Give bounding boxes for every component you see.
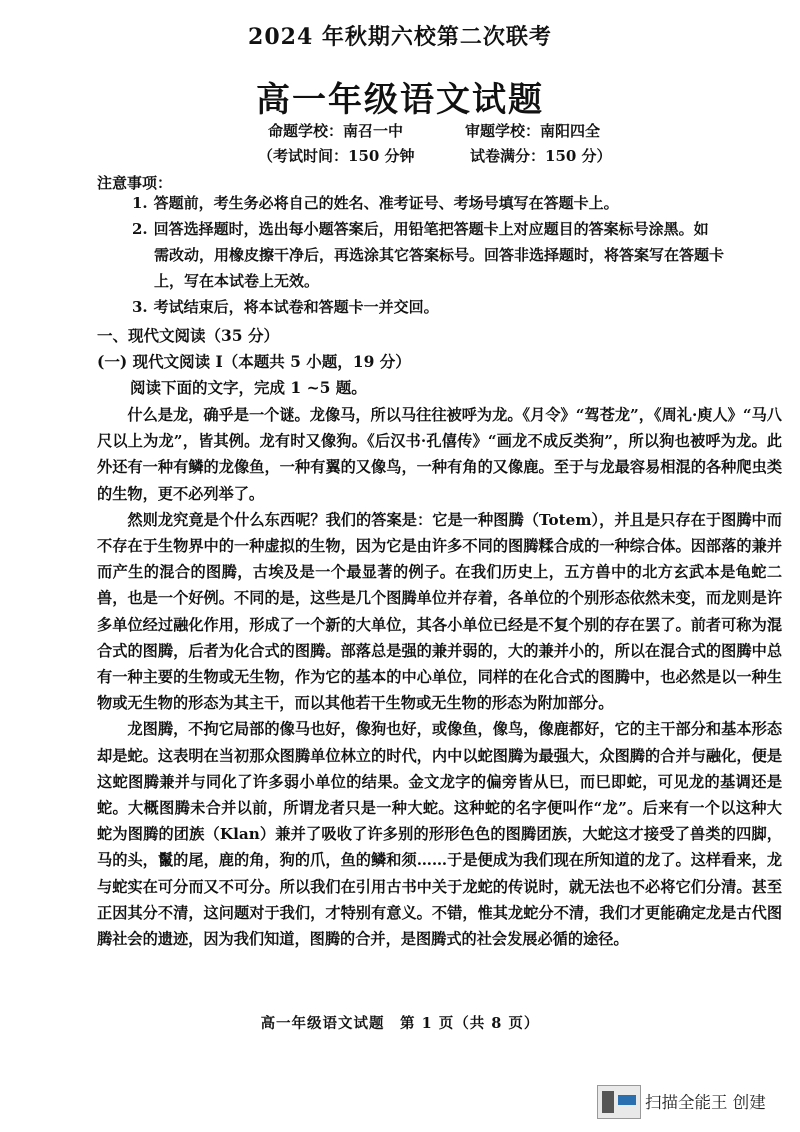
note-item — [132, 190, 782, 216]
note-item — [132, 216, 782, 294]
notes-heading: 注意事项： — [97, 174, 173, 192]
note-text-continued: 需改动，用橡皮擦干净后，再选涂其它答案标号。回答非选择题时，将答案写在答题卡 — [154, 246, 725, 264]
watermark-text: 扫描全能王 创建 — [645, 1093, 766, 1112]
section-heading: 一、现代文阅读（35 分） — [97, 326, 279, 345]
passage-paragraph: 什么是龙，确乎是一个谜。龙像马，所以马往往被呼为龙。《月令》“驾苍龙”，《周礼·庾人》“马八尺以上为龙”，皆其例。龙有时又像狗。《后汉书·孔僖传》“画龙不成反类狗”，所以狗也被呼为龙。此外还有一种有鳞的龙像鱼，一种有翼的又像鸟，一种有角的又像鹿。至于与龙最容易相混的各种爬虫类的生物，更不必列举了。 — [97, 406, 782, 503]
scanner-watermark — [597, 1083, 797, 1119]
note-text: 考试结束后，将本试卷和答题卡一并交回。 — [153, 298, 439, 316]
note-item — [132, 294, 782, 320]
note-text: 答题前，考生务必将自己的姓名、准考证号、考场号填写在答题卡上。 — [153, 194, 619, 212]
note-number: 2. — [132, 220, 148, 238]
reading-passage — [97, 402, 782, 952]
subsection-heading: (一) 现代文阅读 Ⅰ（本题共 5 小题，19 分） — [97, 352, 411, 371]
passage-paragraph: 然则龙究竟是个什么东西呢？我们的答案是：它是一种图腾（Totem），并且是只存在于图腾中而不存在于生物界中的一种虚拟的生物，因为它是由许多不同的图腾糅合成的一种综合体。因部落的兼并而产生的混合的图腾，古埃及是一个最显著的例子。在我们历史上，五方兽中的北方玄武本是龟蛇二兽，也是一个好例。不同的是，这些是几个图腾单位并存着，各单位的个别形态依然未变，而龙则是许多单位经过融化作用，形成了一个新的大单位，其各小单位已经是不复个别的存在罢了。前者可称为混合式的图腾，后者为化合式的图腾。部落总是强的兼并弱的，大的兼并小的，所以在混合式的图腾中总有一种主要的生物或无生物，作为它的基本的中心单位，同样的在化合式的图腾中，也必然是以一种生物或无生物的形态为其主干，而以其他若干生物或无生物的形态为附加部分。 — [97, 510, 782, 713]
reading-instruction: 阅读下面的文字，完成 1 ~5 题。 — [130, 378, 367, 397]
note-number: 3. — [132, 298, 148, 316]
scanner-app-logo-icon — [597, 1085, 641, 1119]
exam-title: 2024 年秋期六校第二次联考 — [248, 24, 552, 50]
note-number: 1. — [132, 194, 148, 212]
full-score: 试卷满分：150 分） — [470, 147, 612, 165]
passage-paragraph: 龙图腾，不拘它局部的像马也好，像狗也好，或像鱼，像鸟，像鹿都好，它的主干部分和基本形态却是蛇。这表明在当初那众图腾单位林立的时代，内中以蛇图腾为最强大，众图腾的合并与融化，便是这蛇图腾兼并与同化了许多弱小单位的结果。金文龙字的偏旁皆从巳，而巳即蛇，可见龙的基调还是蛇。大概图腾未合并以前，所谓龙者只是一种大蛇。这种蛇的名字便叫作“龙”。后来有一个以这种大蛇为图腾的团族（Klan）兼并了吸收了许多别的形形色色的图腾团族，大蛇这才接受了兽类的四脚，马的头，鬣的尾，鹿的角，狗的爪，鱼的鳞和须……于是便成为我们现在所知道的龙了。这样看来，龙与蛇实在可分而又不可分。所以我们在引用古书中关于龙蛇的传说时，就无法也不必将它们分清。甚至正因其分不清，这问题对于我们，才特别有意义。不错，惟其龙蛇分不清，我们才更能确定龙是古代图腾社会的遗迹，因为我们知道，图腾的合并，是图腾式的社会发展必循的途径。 — [97, 720, 782, 949]
note-text-continued: 上，写在本试卷上无效。 — [154, 272, 320, 290]
note-text: 回答选择题时，选出每小题答案后，用铅笔把答题卡上对应题目的答案标号涂黑。如 — [153, 220, 709, 238]
exam-time: （考试时间：150 分钟 — [258, 147, 415, 165]
setter-school: 命题学校：南召一中 — [268, 122, 404, 140]
subject-title: 高一年级语文试题 — [256, 80, 544, 120]
reviewer-school: 审题学校：南阳四全 — [465, 122, 601, 140]
page-footer: 高一年级语文试题 第 1 页（共 8 页） — [260, 1015, 540, 1032]
